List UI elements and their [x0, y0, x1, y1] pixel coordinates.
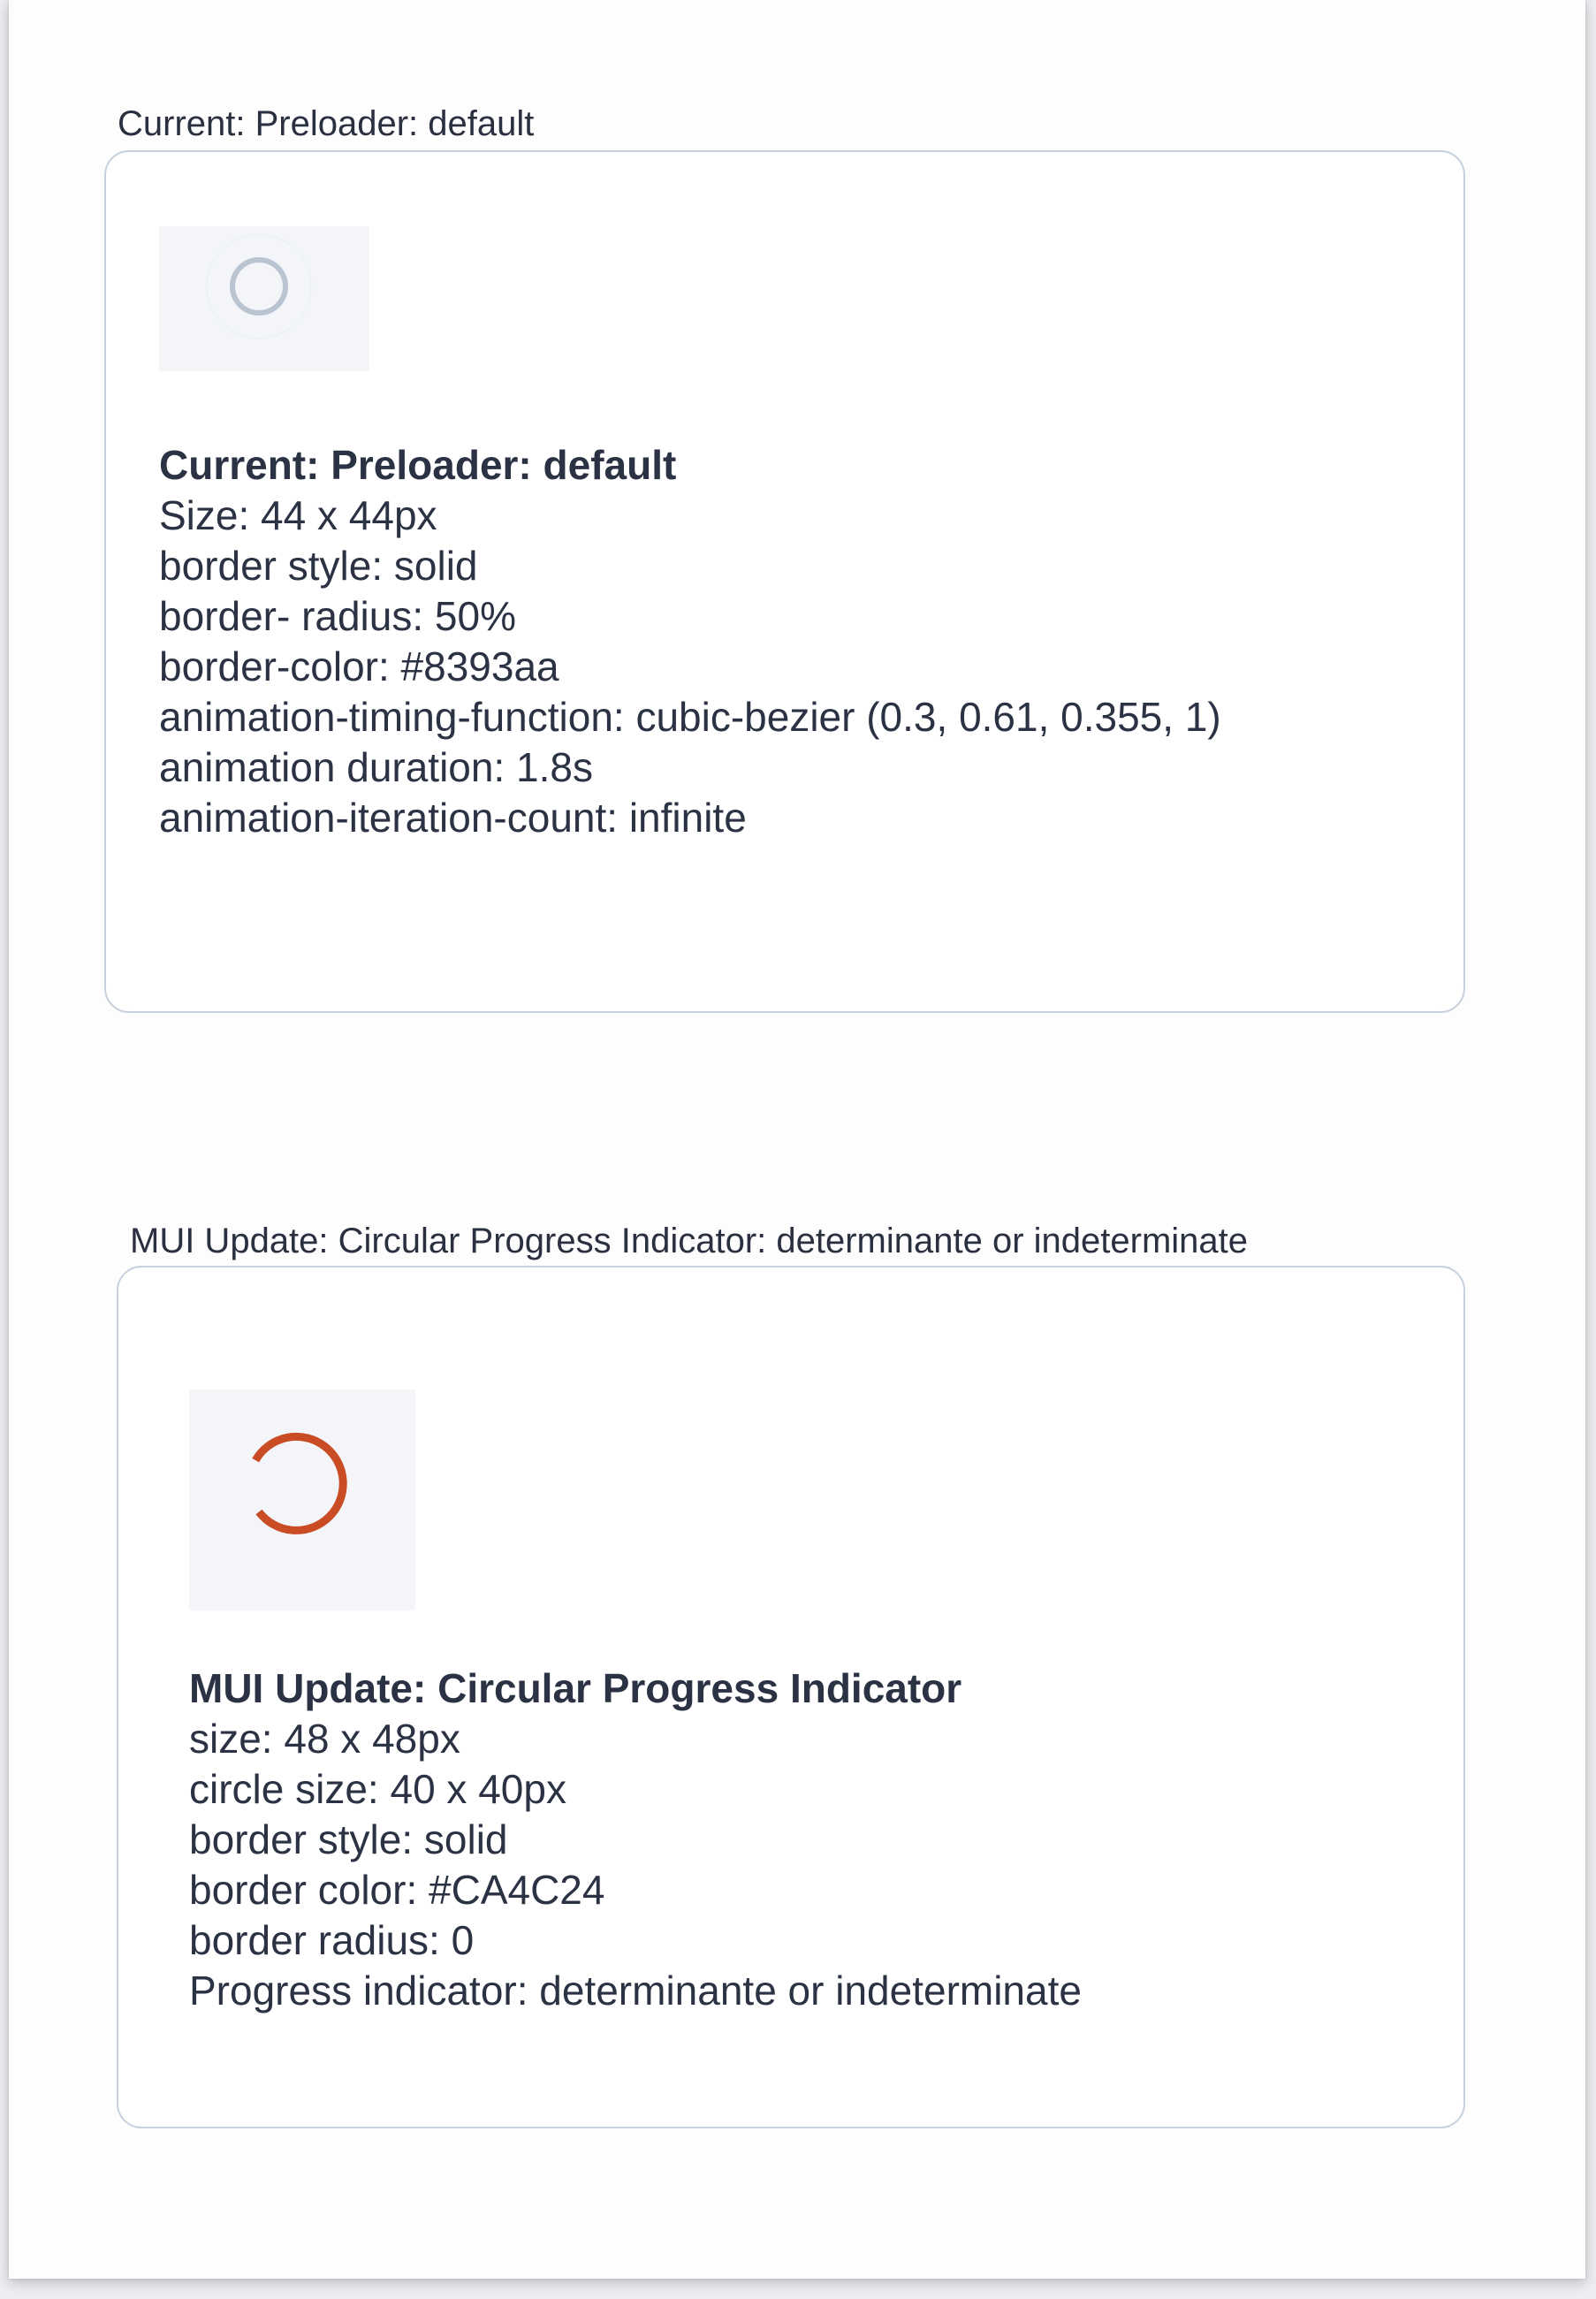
- mui-section-label: MUI Update: Circular Progress Indicator: determinante or indeterminate: [130, 1222, 1248, 1260]
- spec-circle-size: circle size: 40 x 40px: [189, 1766, 566, 1812]
- preloader-ring: [232, 260, 285, 313]
- spec-timing-function: animation-timing-function: cubic-bezier (0.3, 0.61, 0.355, 1): [159, 694, 1221, 740]
- spec-border-color: border-color: #8393aa: [159, 643, 559, 689]
- spec-size: size: 48 x 48px: [189, 1716, 460, 1762]
- spec-border-color: border color: #CA4C24: [189, 1867, 605, 1913]
- spec-progress-indicator: Progress indicator: determinante or indeterminate: [189, 1968, 1082, 2014]
- spec-border-style: border style: solid: [189, 1816, 508, 1862]
- spec-border-style: border style: solid: [159, 543, 478, 589]
- spec-border-radius: border radius: 0: [189, 1917, 475, 1963]
- current-preloader-specs: [159, 440, 1221, 843]
- mui-progress-title: MUI Update: Circular Progress Indicator: [189, 1665, 962, 1711]
- current-preloader-title: Current: Preloader: default: [159, 442, 677, 488]
- mui-progress-preview: [189, 1389, 415, 1610]
- current-preloader-card: [104, 150, 1465, 1013]
- spec-size: Size: 44 x 44px: [159, 492, 437, 538]
- spec-animation-duration: animation duration: 1.8s: [159, 744, 593, 790]
- spec-iteration-count: animation-iteration-count: infinite: [159, 795, 747, 841]
- current-preloader-preview: [159, 226, 369, 371]
- current-section-label: Current: Preloader: default: [118, 104, 535, 143]
- preloader-spinner-icon: [159, 226, 369, 371]
- circular-progress-icon: [189, 1389, 415, 1610]
- circular-progress-arc: [255, 1436, 343, 1530]
- spec-border-radius: border- radius: 50%: [159, 593, 516, 639]
- mui-progress-card: [117, 1266, 1465, 2128]
- page: [9, 0, 1585, 2279]
- mui-progress-specs: [189, 1663, 1082, 2016]
